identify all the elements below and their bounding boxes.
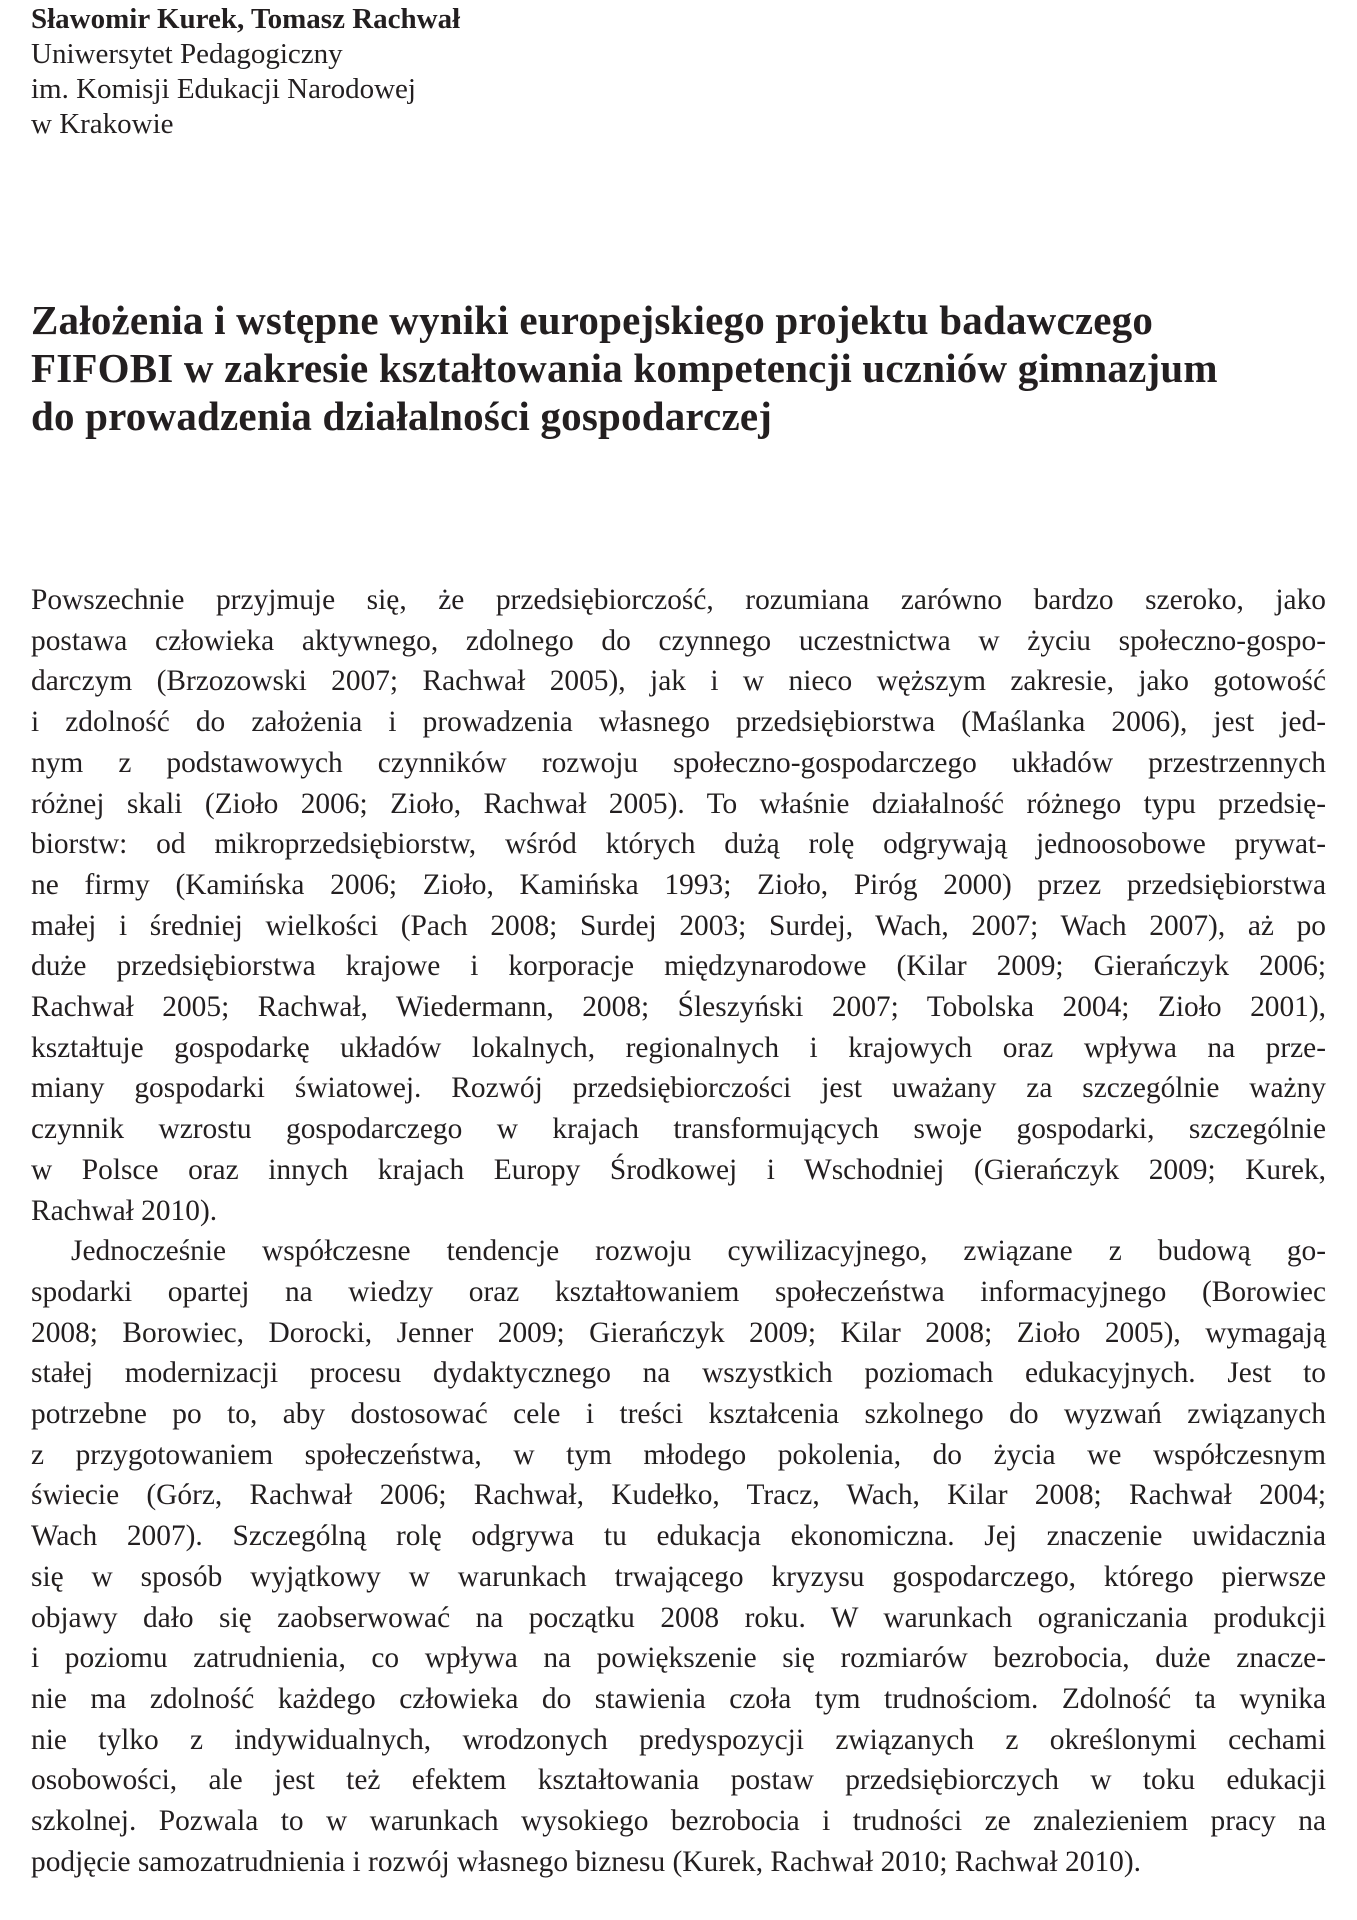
text-line: miany gospodarki światowej. Rozwój przedsiębiorczości jest uważany za szczególnie ważny [31, 1072, 1326, 1105]
text-line: nie ma zdolność każdego człowieka do stawienia czoła tym trudnościom. Zdolność ta wynika [31, 1682, 1326, 1715]
text-line: potrzebne po to, aby dostosować cele i treści kształcenia szkolnego do wyzwań związanych [31, 1398, 1326, 1431]
text-line: podjęcie samozatrudnienia i rozwój własnego biznesu (Kurek, Rachwał 2010; Rachwał 2010). [31, 1845, 1141, 1878]
text-line: kształtuje gospodarkę układów lokalnych, regionalnych i krajowych oraz wpływa na prze- [31, 1031, 1326, 1064]
text-line: czynnik wzrostu gospodarczego w krajach transformujących swoje gospodarki, szczególnie [31, 1113, 1326, 1146]
text-line: z przygotowaniem społeczeństwa, w tym młodego pokolenia, do życia we współczesnym [31, 1438, 1326, 1471]
title-line: FIFOBI w zakresie kształtowania kompetencji uczniów gimnazjum [31, 345, 1218, 391]
text-line: biorstw: od mikroprzedsiębiorstw, wśród których dużą rolę odgrywają jednoosobowe prywat- [31, 828, 1326, 861]
body-text [31, 580, 1326, 1883]
author-names: Sławomir Kurek, Tomasz Rachwał [31, 3, 461, 35]
text-line: się w sposób wyjątkowy w warunkach trwającego kryzysu gospodarczego, którego pierwsze [31, 1560, 1326, 1593]
text-line: szkolnej. Pozwala to w warunkach wysokiego bezrobocia i trudności ze znalezieniem pracy na [31, 1805, 1326, 1838]
text-line: nie tylko z indywidualnych, wrodzonych predyspozycji związanych z określonymi cechami [31, 1723, 1326, 1756]
text-line: różnej skali (Zioło 2006; Zioło, Rachwał 2005). To właśnie działalność różnego typu przedsię- [31, 787, 1326, 820]
body-paragraph [31, 1231, 1326, 1882]
text-line: Rachwał 2010). [31, 1194, 218, 1227]
text-line: spodarki opartej na wiedzy oraz kształtowaniem społeczeństwa informacyjnego (Borowiec [31, 1275, 1326, 1308]
text-line: duże przedsiębiorstwa krajowe i korporacje międzynarodowe (Kilar 2009; Gierańczyk 2006; [31, 950, 1326, 983]
text-line: osobowości, ale jest też efektem kształtowania postaw przedsiębiorczych w toku edukacji [31, 1764, 1326, 1797]
text-line: darczym (Brzozowski 2007; Rachwał 2005), jak i w nieco węższym zakresie, jako gotowość [31, 665, 1326, 698]
text-line: w Polsce oraz innych krajach Europy Środkowej i Wschodniej (Gierańczyk 2009; Kurek, [31, 1153, 1326, 1186]
author-affiliation-block [31, 2, 460, 142]
text-line: Jednocześnie współczesne tendencje rozwoju cywilizacyjnego, związane z budową go- [71, 1235, 1326, 1268]
title-line: do prowadzenia działalności gospodarczej [31, 393, 773, 439]
text-line: objawy dało się zaobserwować na początku 2008 roku. W warunkach ograniczania produkcji [31, 1601, 1326, 1634]
paper-title [31, 296, 1218, 440]
text-line: stałej modernizacji procesu dydaktycznego na wszystkich poziomach edukacyjnych. Jest to [31, 1357, 1326, 1390]
text-line: i zdolność do założenia i prowadzenia własnego przedsiębiorstwa (Maślanka 2006), jest jed- [31, 706, 1326, 739]
text-line: Powszechnie przyjmuje się, że przedsiębiorczość, rozumiana zarówno bardzo szeroko, jako [31, 584, 1326, 616]
affiliation-line-1: Uniwersytet Pedagogiczny [31, 38, 343, 70]
text-line: 2008; Borowiec, Dorocki, Jenner 2009; Gierańczyk 2009; Kilar 2008; Zioło 2005), wymagają [31, 1316, 1326, 1349]
title-line: Założenia i wstępne wyniki europejskiego projektu badawczego [31, 297, 1154, 343]
affiliation-line-3: w Krakowie [31, 108, 174, 140]
text-line: postawa człowieka aktywnego, zdolnego do czynnego uczestnictwa w życiu społeczno-gospo- [31, 624, 1326, 657]
text-line: nym z podstawowych czynników rozwoju społeczno-gospodarczego układów przestrzennych [31, 746, 1326, 779]
text-line: Rachwał 2005; Rachwał, Wiedermann, 2008; Śleszyński 2007; Tobolska 2004; Zioło 2001), [31, 991, 1326, 1024]
body-paragraph [31, 580, 1326, 1231]
text-line: ne firmy (Kamińska 2006; Zioło, Kamińska 1993; Zioło, Piróg 2000) przez przedsiębiorstwa [31, 868, 1326, 901]
affiliation-line-2: im. Komisji Edukacji Narodowej [31, 73, 416, 105]
text-line: i poziomu zatrudnienia, co wpływa na powiększenie się rozmiarów bezrobocia, duże znacze- [31, 1642, 1326, 1675]
text-line: Wach 2007). Szczególną rolę odgrywa tu edukacja ekonomiczna. Jej znaczenie uwidacznia [31, 1520, 1326, 1553]
text-line: świecie (Górz, Rachwał 2006; Rachwał, Kudełko, Tracz, Wach, Kilar 2008; Rachwał 2004; [31, 1479, 1326, 1512]
text-line: małej i średniej wielkości (Pach 2008; Surdej 2003; Surdej, Wach, 2007; Wach 2007), aż po [31, 909, 1326, 942]
